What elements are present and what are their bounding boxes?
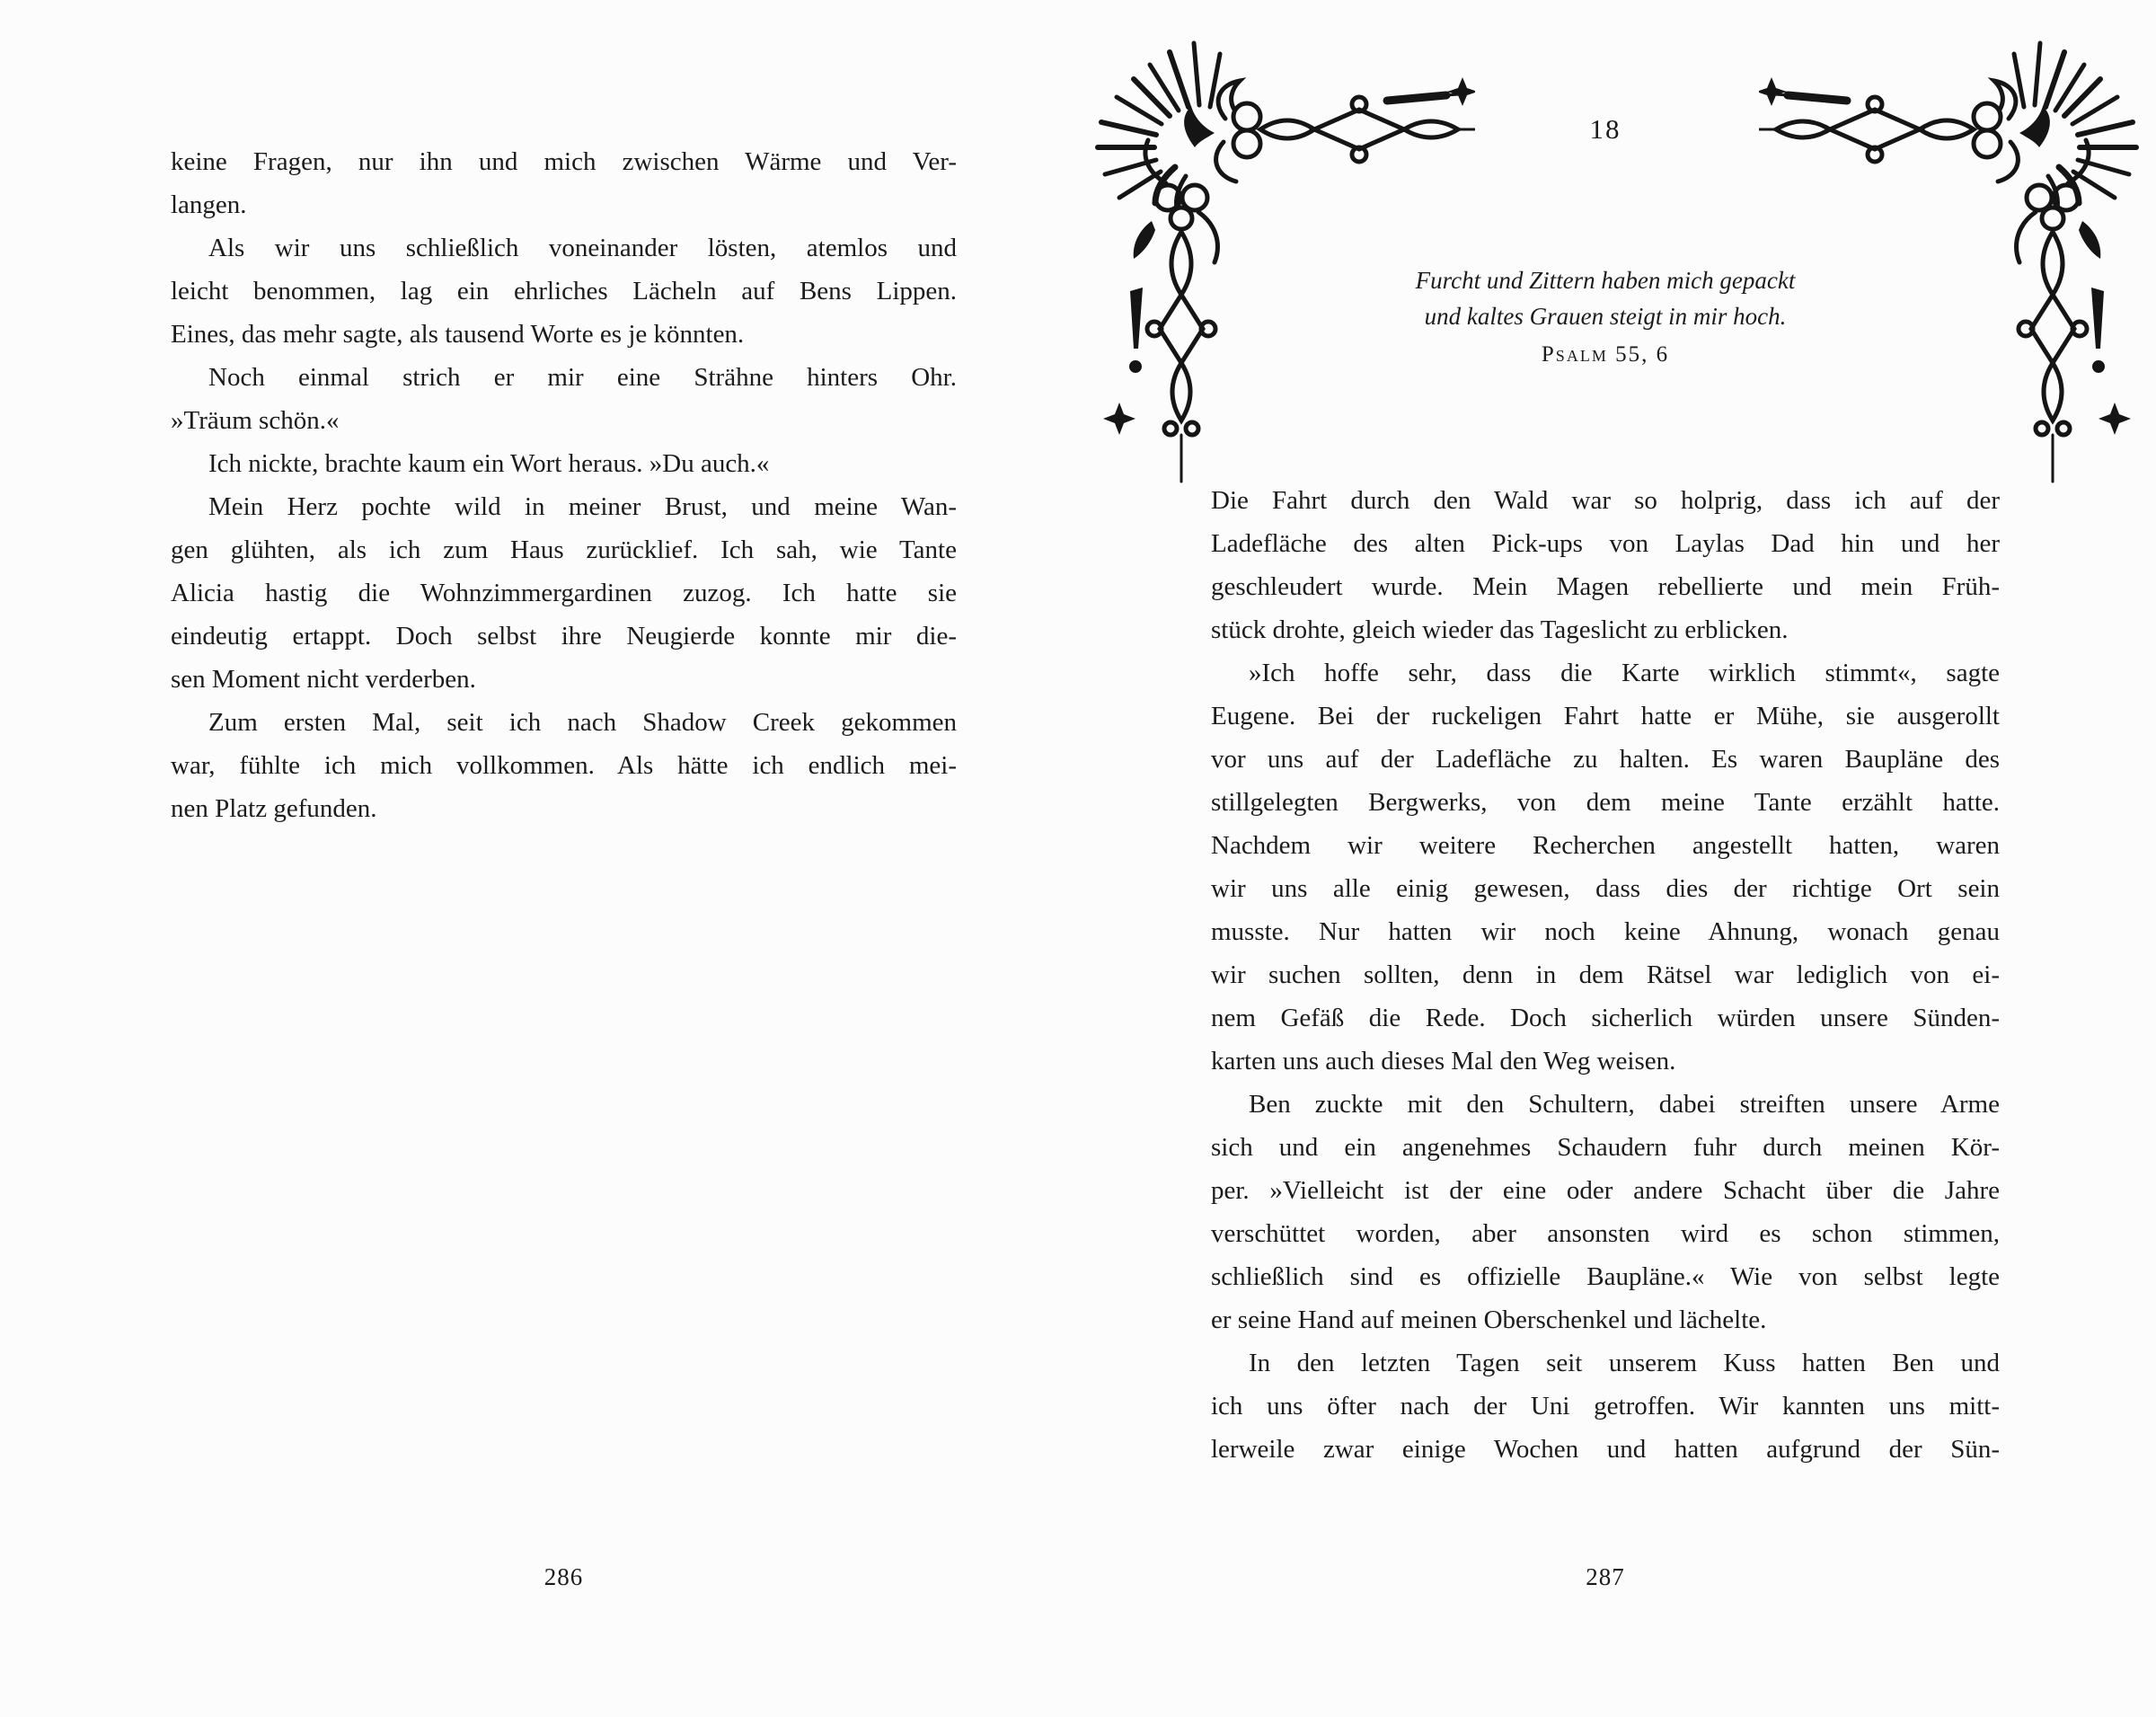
text-line: musste. Nur hatten wir noch keine Ahnung, wonach genau xyxy=(1211,917,2000,946)
text-line: Ich nickte, brachte kaum ein Wort heraus. »Du auch.« xyxy=(208,449,770,478)
text-line: sen Moment nicht verderben. xyxy=(171,665,476,694)
text-line: »Träum schön.« xyxy=(171,406,340,435)
text-line: leicht benommen, lag ein ehrliches Lächeln auf Bens Lippen. xyxy=(171,277,957,305)
right-page-text xyxy=(1211,479,2000,1471)
text-line: Ladefläche des alten Pick-ups von Laylas Dad hin und her xyxy=(1211,529,2000,558)
text-line: vor uns auf der Ladefläche zu halten. Es waren Baupläne des xyxy=(1211,745,2000,774)
text-line: per. »Vielleicht ist der eine oder andere Schacht über die Jahre xyxy=(1211,1176,2000,1205)
text-line: stillgelegten Bergwerks, von dem meine Tante erzählt hatte. xyxy=(1211,788,2000,817)
chapter-number: 18 xyxy=(1589,113,1621,145)
text-line: wir uns alle einig gewesen, dass dies der richtige Ort sein xyxy=(1211,874,2000,903)
text-line: geschleudert wurde. Mein Magen rebellierte und mein Früh- xyxy=(1211,572,2000,601)
text-line: Nachdem wir weitere Recherchen angestellt hatten, waren xyxy=(1211,831,2000,860)
text-line: »Ich hoffe sehr, dass die Karte wirklich stimmt«, sagte xyxy=(1249,659,2000,687)
text-line: wir suchen sollten, denn in dem Rätsel war lediglich von ei- xyxy=(1211,960,2000,989)
text-line: nen Platz gefunden. xyxy=(171,794,377,823)
text-line: Noch einmal strich er mir eine Strähne hinters Ohr. xyxy=(208,363,957,392)
text-line: gen glühten, als ich zum Haus zurücklief. Ich sah, wie Tante xyxy=(171,535,957,564)
text-line: war, fühlte ich mich vollkommen. Als hätte ich endlich mei- xyxy=(171,751,957,780)
text-line: Alicia hastig die Wohnzimmergardinen zuzog. Ich hatte sie xyxy=(171,579,957,607)
text-line: nem Gefäß die Rede. Doch sicherlich würden unsere Sünden- xyxy=(1211,1004,2000,1032)
text-line: stück drohte, gleich wieder das Tageslicht zu erblicken. xyxy=(1211,615,1789,644)
text-line: Als wir uns schließlich voneinander lösten, atemlos und xyxy=(208,234,957,262)
epigraph-line: und kaltes Grauen steigt in mir hoch. xyxy=(1424,303,1787,330)
text-line: lerweile zwar einige Wochen und hatten aufgrund der Sün- xyxy=(1211,1435,2000,1464)
text-line: Zum ersten Mal, seit ich nach Shadow Creek gekommen xyxy=(208,708,957,737)
text-line: Die Fahrt durch den Wald war so holprig, dass ich auf der xyxy=(1211,486,2000,515)
text-line: Ben zuckte mit den Schultern, dabei streiften unsere Arme xyxy=(1249,1090,2000,1119)
corner-flourish-icon xyxy=(1089,32,1475,483)
left-page-number: 286 xyxy=(543,1563,584,1590)
text-line: karten uns auch dieses Mal den Weg weisen. xyxy=(1211,1047,1676,1075)
epigraph-source: Psalm 55, 6 xyxy=(1541,342,1670,367)
right-page-number: 287 xyxy=(1586,1563,1625,1590)
corner-flourish-mirrored-icon xyxy=(1759,32,2145,483)
text-line: verschüttet worden, aber ansonsten wird es schon stimmen, xyxy=(1211,1219,2000,1248)
chapter-epigraph xyxy=(1211,262,2000,373)
text-line: eindeutig ertappt. Doch selbst ihre Neugierde konnte mir die- xyxy=(171,622,957,651)
text-line: schließlich sind es offizielle Baupläne.« Wie von selbst legte xyxy=(1211,1262,2000,1291)
text-line: Eugene. Bei der ruckeligen Fahrt hatte er Mühe, sie ausgerollt xyxy=(1211,702,2000,730)
text-line: sich und ein angenehmes Schaudern fuhr durch meinen Kör- xyxy=(1211,1133,2000,1162)
text-line: ich uns öfter nach der Uni getroffen. Wir kannten uns mitt- xyxy=(1211,1392,2000,1421)
text-line: Eines, das mehr sagte, als tausend Worte es je könnten. xyxy=(171,320,745,349)
epigraph-line: Furcht und Zittern haben mich gepackt xyxy=(1415,267,1796,294)
text-line: Mein Herz pochte wild in meiner Brust, und meine Wan- xyxy=(208,492,957,521)
text-line: langen. xyxy=(171,190,247,219)
text-line: er seine Hand auf meinen Oberschenkel und lächelte. xyxy=(1211,1305,1767,1334)
text-line: In den letzten Tagen seit unserem Kuss hatten Ben und xyxy=(1249,1349,2000,1377)
left-page-text xyxy=(171,140,957,830)
text-line: keine Fragen, nur ihn und mich zwischen Wärme und Ver- xyxy=(171,147,957,176)
